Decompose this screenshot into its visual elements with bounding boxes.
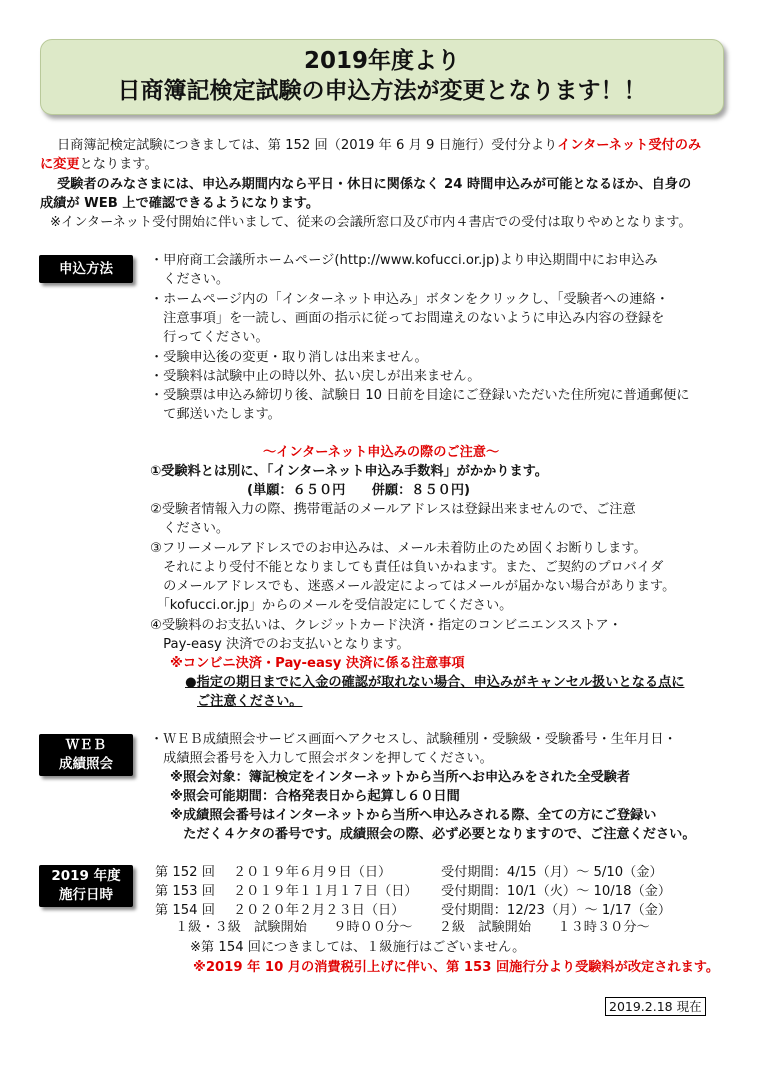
apply-item: 注意事項」を一読し、画面の指示に従ってお間違えのないように申込み内容の登録を: [150, 311, 665, 326]
schedule-date: ２０１９年６月９日（日）: [233, 865, 392, 880]
web-line-2: 成績照会番号を入力して照会ボタンを押してください。: [150, 751, 493, 766]
note-3b: それにより受付不能となりましても責任は負いかねます。また、ご契約のプロバイダ: [150, 560, 664, 575]
note-1: ①受験料とは別に、「インターネット申込み手数料」がかかります。: [150, 464, 548, 479]
notes-heading: ～インターネット申込みの際のご注意～: [263, 445, 500, 460]
schedule-date: ２０１９年１１月１７日（日）: [233, 884, 418, 899]
web-label: [39, 734, 133, 776]
note-2b: ください。: [150, 521, 230, 536]
apply-item: 行ってください。: [150, 330, 269, 345]
note-4-bullet-b: ご注意ください。: [197, 694, 303, 709]
intro-line-5: ※インターネット受付開始に伴いまして、従来の会議所窓口及び市内４書店での受付は取りやめとなります。: [50, 215, 692, 230]
schedule-note: ※第 154 回につきましては、１級施行はございません。: [190, 940, 526, 955]
note-3d: 「kofucci.or.jp」からのメールを受信設定にしてください。: [150, 598, 513, 613]
date-stamp: 2019.2.18 現在: [605, 997, 706, 1016]
apply-item: ・受験料は試験中止の時以外、払い戻しが出来ません。: [150, 369, 481, 384]
title-line-2: 日商簿記検定試験の申込方法が変更となります！！: [117, 78, 647, 104]
schedule-round: 第 152 回: [155, 865, 215, 880]
note-1-fee: (単願：６５０円 併願：８５０円): [247, 483, 471, 498]
schedule-label: [39, 865, 133, 907]
title-banner: [40, 39, 724, 115]
schedule-round: 第 153 回: [155, 884, 215, 899]
apply-label: 申込方法: [39, 255, 133, 283]
note-3c: のメールアドレスでも、迷惑メール設定によってはメールが届かない場合があります。: [150, 579, 676, 594]
apply-item: ・受験申込後の変更・取り消しは出来ません。: [150, 350, 428, 365]
note-4b: Pay-easy 決済でのお支払いとなります。: [150, 637, 410, 652]
web-line-1: ・ＷＥＢ成績照会サービス画面へアクセスし、試験種別・受験級・受験番号・生年月日・: [150, 732, 677, 747]
intro-line-2: に変更となります。: [40, 157, 158, 172]
schedule-round: 第 154 回: [155, 903, 215, 918]
schedule-label-line-2: 施行日時: [59, 887, 113, 903]
apply-item: ・ホームページ内の「インターネット申込み」ボタンをクリックし、「受験者への連絡・: [150, 292, 669, 307]
note-4-bullet-a: ●指定の期日までに入金の確認が取れない場合、申込みがキャンセル扱いとなる点に: [185, 675, 685, 690]
title-line-1: 2019年度より: [303, 48, 460, 74]
apply-item: ・甲府商工会議所ホームページ(http://www.kofucci.or.jp)より申込期間中にお申込み: [150, 253, 658, 268]
intro-line-3: 受験者のみなさまには、申込み期間内なら平日・休日に関係なく 24 時間申込みが可能となるほか、自身の: [57, 177, 692, 192]
apply-item: ください。: [150, 272, 230, 287]
web-line-4: ※照会可能期間：合格発表日から起算し６０日間: [170, 789, 460, 804]
note-4a: ④受験料のお支払いは、クレジットカード決済・指定のコンビニエンスストア・: [150, 618, 622, 633]
schedule-period: 受付期間：10/1（火）～ 10/18（金）: [441, 884, 672, 899]
apply-item: て郵送いたします。: [150, 407, 281, 422]
web-line-5: ※成績照会番号はインターネットから当所へ申込みされる際、全ての方にご登録い: [170, 808, 657, 823]
web-line-3: ※照会対象：簿記検定をインターネットから当所へお申込みをされた全受験者: [170, 770, 631, 785]
intro-line-4: 成績が WEB 上で確認できるようになります。: [40, 196, 320, 211]
note-4-warning: ※コンビニ決済・Pay-easy 決済に係る注意事項: [170, 656, 465, 671]
intro-line-1: 日商簿記検定試験につきましては、第 152 回（2019 年 6 月 9 日施行）受付分よりインターネット受付のみ: [57, 138, 702, 153]
schedule-period: 受付期間：12/23（月）～ 1/17（金）: [441, 903, 672, 918]
web-label-line-1: ＷＥＢ: [65, 737, 107, 753]
schedule-red-note: ※2019 年 10 月の消費税引上げに伴い、第 153 回施行分より受験料が改定されます。: [193, 960, 720, 975]
schedule-times: １級・３級 試験開始 ９時００分～ ２級 試験開始 １３時３０分～: [175, 920, 650, 935]
web-line-6: ただく４ケタの番号です。成績照会の際、必ず必要となりますので、ご注意ください。: [170, 827, 696, 842]
web-label-line-2: 成績照会: [59, 756, 113, 772]
schedule-period: 受付期間：4/15（月）～ 5/10（金）: [441, 865, 663, 880]
note-2a: ②受験者情報入力の際、携帯電話のメールアドレスは登録出来ませんので、ご注意: [150, 502, 636, 517]
note-3a: ③フリーメールアドレスでのお申込みは、メール未着防止のため固くお断りします。: [150, 541, 647, 556]
schedule-label-line-1: 2019 年度: [51, 868, 121, 884]
apply-item: ・受験票は申込み締切り後、試験日 10 日前を目途にご登録いただいた住所宛に普通郵便に: [150, 388, 690, 403]
schedule-date: ２０２０年２月２３日（日）: [233, 903, 405, 918]
